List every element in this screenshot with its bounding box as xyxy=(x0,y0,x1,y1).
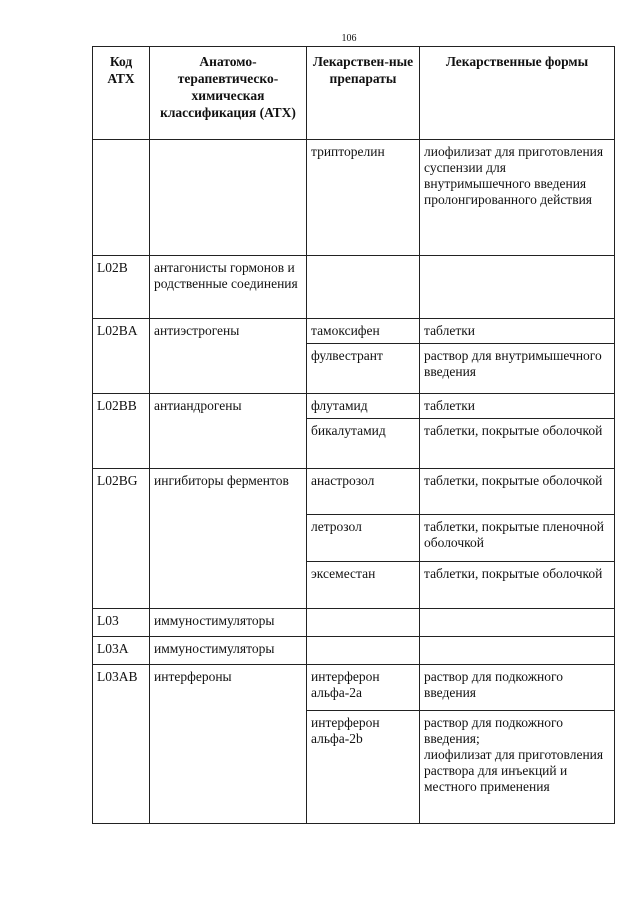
table-header-row xyxy=(93,47,615,140)
cell-name: интерфероны xyxy=(150,665,307,824)
cell-form xyxy=(420,637,615,665)
cell-form: таблетки, покрытые оболочкой xyxy=(420,562,615,609)
cell-form: таблетки xyxy=(420,394,615,419)
cell-drug xyxy=(307,637,420,665)
table-row xyxy=(93,609,615,637)
table-row xyxy=(93,665,615,711)
cell-code: L02BB xyxy=(93,394,150,469)
cell-drug: трипторелин xyxy=(307,140,420,256)
cell-drug: интерферон альфа-2a xyxy=(307,665,420,711)
cell-form: лиофилизат для приготовления суспензии для внутримышечного введения пролонгированного действия xyxy=(420,140,615,256)
cell-drug: флутамид xyxy=(307,394,420,419)
cell-code: L02BG xyxy=(93,469,150,609)
cell-form xyxy=(420,609,615,637)
cell-name: антиандрогены xyxy=(150,394,307,469)
cell-form: раствор для подкожного введения; лиофилизат для приготовления раствора для инъекций и местного применения xyxy=(420,711,615,824)
cell-drug: интерферон альфа-2b xyxy=(307,711,420,824)
cell-form: раствор для подкожного введения xyxy=(420,665,615,711)
header-forms: Лекарственные формы xyxy=(420,47,615,140)
cell-code: L02BA xyxy=(93,319,150,394)
cell-name: иммуностимуляторы xyxy=(150,609,307,637)
cell-code: L03AB xyxy=(93,665,150,824)
cell-name: иммуностимуляторы xyxy=(150,637,307,665)
cell-form: раствор для внутримышечного введения xyxy=(420,344,615,394)
page-number: 106 xyxy=(341,33,357,44)
cell-drug xyxy=(307,609,420,637)
header-drugs: Лекарствен-ные препараты xyxy=(307,47,420,140)
cell-drug: эксеместан xyxy=(307,562,420,609)
table-row xyxy=(93,140,615,256)
cell-form: таблетки xyxy=(420,319,615,344)
header-code: Код АТХ xyxy=(93,47,150,140)
cell-drug xyxy=(307,256,420,319)
cell-name: антиэстрогены xyxy=(150,319,307,394)
table-row xyxy=(93,469,615,515)
cell-form: таблетки, покрытые оболочкой xyxy=(420,419,615,469)
table-row xyxy=(93,394,615,419)
table-row xyxy=(93,319,615,344)
cell-drug: фулвестрант xyxy=(307,344,420,394)
cell-code: L03A xyxy=(93,637,150,665)
cell-form: таблетки, покрытые пленочной оболочкой xyxy=(420,515,615,562)
header-classification: Анатомо-терапевтическо-химическая классификация (АТХ) xyxy=(150,47,307,140)
cell-name: антагонисты гормонов и родственные соединения xyxy=(150,256,307,319)
cell-drug: бикалутамид xyxy=(307,419,420,469)
cell-code: L02B xyxy=(93,256,150,319)
cell-code: L03 xyxy=(93,609,150,637)
cell-code xyxy=(93,140,150,256)
cell-drug: анастрозол xyxy=(307,469,420,515)
table-row xyxy=(93,637,615,665)
cell-drug: тамоксифен xyxy=(307,319,420,344)
cell-form xyxy=(420,256,615,319)
table-row xyxy=(93,256,615,319)
cell-name: ингибиторы ферментов xyxy=(150,469,307,609)
cell-name xyxy=(150,140,307,256)
cell-drug: летрозол xyxy=(307,515,420,562)
cell-form: таблетки, покрытые оболочкой xyxy=(420,469,615,515)
atc-table xyxy=(92,46,615,824)
